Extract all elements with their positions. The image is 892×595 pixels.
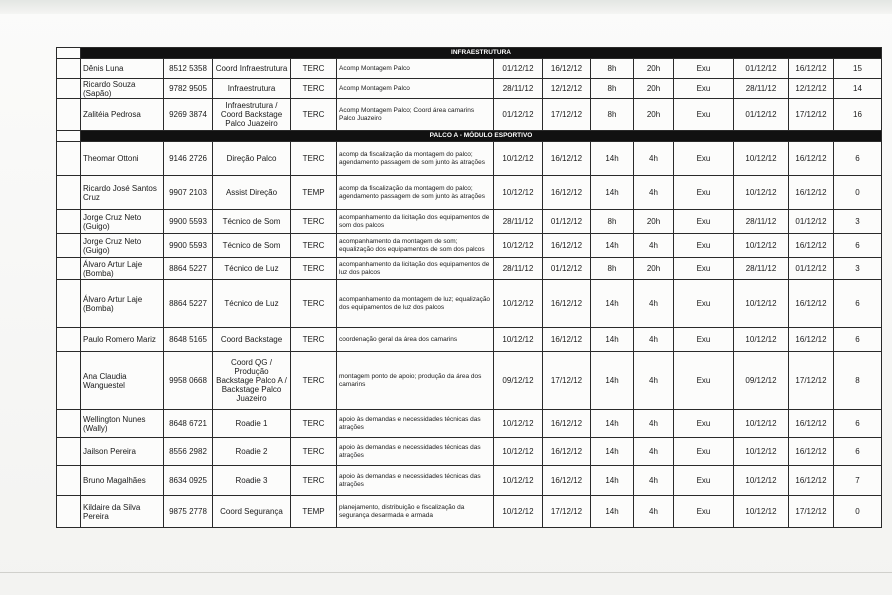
staff-name: Jorge Cruz Neto (Guigo) (81, 210, 164, 234)
row-marker-cell (57, 234, 81, 258)
role: Direção Palco (213, 142, 291, 176)
phone-number: 8512 5358 (164, 59, 213, 79)
day-count: 8 (834, 352, 882, 410)
section-gap-cell (57, 48, 81, 59)
end-date: 16/12/12 (543, 59, 591, 79)
staff-name: Jorge Cruz Neto (Guigo) (81, 234, 164, 258)
start-time: 14h (591, 496, 634, 528)
activity-description: acomp da fiscalização da montagem do palco; agendamento passagem de som junto às atrações (337, 176, 494, 210)
contract-type: TERC (291, 210, 337, 234)
end-date: 16/12/12 (543, 410, 591, 438)
start-date: 10/12/12 (494, 466, 543, 496)
phone-number: 9875 2778 (164, 496, 213, 528)
phone-number: 9146 2726 (164, 142, 213, 176)
start-date: 28/11/12 (494, 79, 543, 99)
phone-number: 9269 3874 (164, 99, 213, 131)
role: Roadie 3 (213, 466, 291, 496)
activity-description: montagem ponto de apoio; produção da área dos camarins (337, 352, 494, 410)
staff-name: Álvaro Artur Laje (Bomba) (81, 280, 164, 328)
city: Exu (674, 438, 734, 466)
row-marker-cell (57, 328, 81, 352)
end-date: 16/12/12 (543, 234, 591, 258)
period-end: 16/12/12 (789, 410, 834, 438)
end-date: 16/12/12 (543, 280, 591, 328)
start-time: 8h (591, 59, 634, 79)
row-marker-cell (57, 280, 81, 328)
period-end: 01/12/12 (789, 210, 834, 234)
row-marker-cell (57, 142, 81, 176)
table-row (57, 328, 882, 352)
period-start: 28/11/12 (734, 79, 789, 99)
city: Exu (674, 466, 734, 496)
phone-number: 9900 5593 (164, 234, 213, 258)
row-marker-cell (57, 496, 81, 528)
city: Exu (674, 99, 734, 131)
start-time: 14h (591, 466, 634, 496)
period-start: 10/12/12 (734, 176, 789, 210)
start-time: 14h (591, 328, 634, 352)
start-time: 8h (591, 258, 634, 280)
end-time: 20h (634, 59, 674, 79)
table-row (57, 496, 882, 528)
table-row (57, 99, 882, 131)
city: Exu (674, 234, 734, 258)
day-count: 7 (834, 466, 882, 496)
period-end: 17/12/12 (789, 99, 834, 131)
end-date: 01/12/12 (543, 210, 591, 234)
end-date: 17/12/12 (543, 352, 591, 410)
end-date: 01/12/12 (543, 258, 591, 280)
activity-description: acomp da fiscalização da montagem do palco; agendamento passagem de som junto às atrações (337, 142, 494, 176)
activity-description: acompanhamento da montagem de som; equalização dos equipamentos de som dos palcos (337, 234, 494, 258)
period-end: 16/12/12 (789, 234, 834, 258)
activity-description: Acomp Montagem Palco; Coord área camarins Palco Juazeiro (337, 99, 494, 131)
city: Exu (674, 176, 734, 210)
start-date: 10/12/12 (494, 234, 543, 258)
start-time: 14h (591, 280, 634, 328)
phone-number: 9900 5593 (164, 210, 213, 234)
period-start: 10/12/12 (734, 466, 789, 496)
start-date: 01/12/12 (494, 99, 543, 131)
day-count: 6 (834, 142, 882, 176)
table-body (57, 48, 882, 528)
role: Técnico de Som (213, 210, 291, 234)
staff-name: Dênis Luna (81, 59, 164, 79)
row-marker-cell (57, 59, 81, 79)
day-count: 6 (834, 234, 882, 258)
row-marker-cell (57, 466, 81, 496)
contract-type: TERC (291, 234, 337, 258)
end-date: 16/12/12 (543, 176, 591, 210)
start-date: 09/12/12 (494, 352, 543, 410)
start-time: 8h (591, 99, 634, 131)
activity-description: apoio às demandas e necessidades técnicas das atrações (337, 438, 494, 466)
role: Coord Infraestrutura (213, 59, 291, 79)
phone-number: 9907 2103 (164, 176, 213, 210)
phone-number: 9958 0668 (164, 352, 213, 410)
end-time: 20h (634, 210, 674, 234)
end-time: 20h (634, 79, 674, 99)
day-count: 6 (834, 438, 882, 466)
day-count: 0 (834, 496, 882, 528)
staff-name: Zalitéia Pedrosa (81, 99, 164, 131)
day-count: 15 (834, 59, 882, 79)
end-time: 4h (634, 496, 674, 528)
contract-type: TERC (291, 410, 337, 438)
end-time: 20h (634, 99, 674, 131)
row-marker-cell (57, 438, 81, 466)
end-time: 4h (634, 466, 674, 496)
end-time: 4h (634, 234, 674, 258)
staff-schedule-table (56, 47, 882, 528)
city: Exu (674, 142, 734, 176)
city: Exu (674, 328, 734, 352)
phone-number: 8648 6721 (164, 410, 213, 438)
activity-description: acompanhamento da licitação dos equipamentos de som dos palcos (337, 210, 494, 234)
table-row (57, 142, 882, 176)
period-end: 16/12/12 (789, 328, 834, 352)
activity-description: acompanhamento da licitação dos equipamentos de luz dos palcos (337, 258, 494, 280)
role: Técnico de Luz (213, 280, 291, 328)
row-marker-cell (57, 352, 81, 410)
section-title: PALCO A - MÓDULO ESPORTIVO (81, 131, 882, 142)
row-marker-cell (57, 258, 81, 280)
day-count: 0 (834, 176, 882, 210)
row-marker-cell (57, 410, 81, 438)
phone-number: 9782 9505 (164, 79, 213, 99)
end-date: 17/12/12 (543, 496, 591, 528)
period-start: 10/12/12 (734, 410, 789, 438)
staff-name: Álvaro Artur Laje (Bomba) (81, 258, 164, 280)
table-row (57, 210, 882, 234)
day-count: 6 (834, 280, 882, 328)
table-row (57, 438, 882, 466)
phone-number: 8556 2982 (164, 438, 213, 466)
section-header (57, 48, 882, 59)
start-time: 8h (591, 79, 634, 99)
table-row (57, 258, 882, 280)
city: Exu (674, 258, 734, 280)
row-marker-cell (57, 79, 81, 99)
city: Exu (674, 210, 734, 234)
end-date: 16/12/12 (543, 328, 591, 352)
period-start: 10/12/12 (734, 496, 789, 528)
role: Coord Backstage (213, 328, 291, 352)
period-end: 16/12/12 (789, 59, 834, 79)
activity-description: Acomp Montagem Palco (337, 59, 494, 79)
table-row (57, 410, 882, 438)
role: Técnico de Som (213, 234, 291, 258)
period-end: 12/12/12 (789, 79, 834, 99)
role: Coord Segurança (213, 496, 291, 528)
staff-name: Jailson Pereira (81, 438, 164, 466)
section-title: INFRAESTRUTURA (81, 48, 882, 59)
contract-type: TERC (291, 328, 337, 352)
contract-type: TERC (291, 99, 337, 131)
city: Exu (674, 496, 734, 528)
activity-description: Acomp Montagem Palco (337, 79, 494, 99)
role: Roadie 1 (213, 410, 291, 438)
table-row (57, 59, 882, 79)
day-count: 6 (834, 328, 882, 352)
contract-type: TEMP (291, 496, 337, 528)
period-end: 01/12/12 (789, 258, 834, 280)
phone-number: 8648 5165 (164, 328, 213, 352)
start-time: 8h (591, 210, 634, 234)
section-gap-cell (57, 131, 81, 142)
contract-type: TERC (291, 466, 337, 496)
start-date: 10/12/12 (494, 496, 543, 528)
activity-description: coordenação geral da área dos camarins (337, 328, 494, 352)
start-date: 28/11/12 (494, 210, 543, 234)
end-date: 16/12/12 (543, 466, 591, 496)
role: Assist Direção (213, 176, 291, 210)
end-time: 4h (634, 328, 674, 352)
row-marker-cell (57, 99, 81, 131)
end-time: 4h (634, 176, 674, 210)
start-date: 10/12/12 (494, 176, 543, 210)
row-marker-cell (57, 210, 81, 234)
day-count: 3 (834, 258, 882, 280)
staff-name: Theomar Ottoni (81, 142, 164, 176)
table-row (57, 352, 882, 410)
period-start: 28/11/12 (734, 210, 789, 234)
period-start: 10/12/12 (734, 438, 789, 466)
activity-description: apoio às demandas e necessidades técnicas das atrações (337, 466, 494, 496)
table-row (57, 280, 882, 328)
period-end: 17/12/12 (789, 496, 834, 528)
contract-type: TEMP (291, 176, 337, 210)
city: Exu (674, 79, 734, 99)
staff-name: Paulo Romero Mariz (81, 328, 164, 352)
period-start: 10/12/12 (734, 328, 789, 352)
period-end: 16/12/12 (789, 280, 834, 328)
start-time: 14h (591, 176, 634, 210)
start-date: 10/12/12 (494, 328, 543, 352)
section-header (57, 131, 882, 142)
phone-number: 8634 0925 (164, 466, 213, 496)
city: Exu (674, 59, 734, 79)
period-start: 01/12/12 (734, 99, 789, 131)
start-time: 14h (591, 142, 634, 176)
scan-top-edge (0, 0, 892, 14)
role: Coord QG / Produção Backstage Palco A / Backstage Palco Juazeiro (213, 352, 291, 410)
phone-number: 8864 5227 (164, 258, 213, 280)
activity-description: apoio às demandas e necessidades técnicas das atrações (337, 410, 494, 438)
period-start: 10/12/12 (734, 234, 789, 258)
end-date: 17/12/12 (543, 99, 591, 131)
table-row (57, 79, 882, 99)
activity-description: planejamento, distribuição e fiscalização da segurança desarmada e armada (337, 496, 494, 528)
role: Infraestrutura (213, 79, 291, 99)
start-date: 10/12/12 (494, 142, 543, 176)
start-time: 14h (591, 234, 634, 258)
start-time: 14h (591, 438, 634, 466)
start-time: 14h (591, 410, 634, 438)
staff-name: Wellington Nunes (Wally) (81, 410, 164, 438)
staff-name: Ricardo José Santos Cruz (81, 176, 164, 210)
end-time: 4h (634, 142, 674, 176)
end-time: 4h (634, 280, 674, 328)
day-count: 14 (834, 79, 882, 99)
staff-name: Ana Claudia Wanguestel (81, 352, 164, 410)
table-row (57, 176, 882, 210)
period-start: 28/11/12 (734, 258, 789, 280)
period-end: 16/12/12 (789, 466, 834, 496)
start-date: 28/11/12 (494, 258, 543, 280)
city: Exu (674, 410, 734, 438)
phone-number: 8864 5227 (164, 280, 213, 328)
row-marker-cell (57, 176, 81, 210)
contract-type: TERC (291, 352, 337, 410)
table-row (57, 234, 882, 258)
staff-name: Kildaire da Silva Pereira (81, 496, 164, 528)
start-time: 14h (591, 352, 634, 410)
role: Roadie 2 (213, 438, 291, 466)
end-time: 4h (634, 438, 674, 466)
role: Infraestrutura / Coord Backstage Palco Juazeiro (213, 99, 291, 131)
staff-name: Ricardo Souza (Sapão) (81, 79, 164, 99)
day-count: 6 (834, 410, 882, 438)
start-date: 10/12/12 (494, 410, 543, 438)
period-start: 01/12/12 (734, 59, 789, 79)
page-bottom-line (0, 572, 892, 573)
period-end: 16/12/12 (789, 176, 834, 210)
table-row (57, 466, 882, 496)
start-date: 10/12/12 (494, 280, 543, 328)
end-time: 4h (634, 352, 674, 410)
start-date: 10/12/12 (494, 438, 543, 466)
contract-type: TERC (291, 59, 337, 79)
day-count: 16 (834, 99, 882, 131)
end-time: 4h (634, 410, 674, 438)
staff-name: Bruno Magalhães (81, 466, 164, 496)
contract-type: TERC (291, 258, 337, 280)
start-date: 01/12/12 (494, 59, 543, 79)
period-end: 16/12/12 (789, 438, 834, 466)
period-end: 16/12/12 (789, 142, 834, 176)
end-date: 16/12/12 (543, 438, 591, 466)
period-start: 09/12/12 (734, 352, 789, 410)
day-count: 3 (834, 210, 882, 234)
activity-description: acompanhamento da montagem de luz; equalização dos equipamentos de luz dos palcos (337, 280, 494, 328)
period-end: 17/12/12 (789, 352, 834, 410)
contract-type: TERC (291, 79, 337, 99)
end-date: 16/12/12 (543, 142, 591, 176)
role: Técnico de Luz (213, 258, 291, 280)
contract-type: TERC (291, 438, 337, 466)
period-start: 10/12/12 (734, 142, 789, 176)
city: Exu (674, 280, 734, 328)
contract-type: TERC (291, 280, 337, 328)
contract-type: TERC (291, 142, 337, 176)
period-start: 10/12/12 (734, 280, 789, 328)
end-time: 20h (634, 258, 674, 280)
city: Exu (674, 352, 734, 410)
end-date: 12/12/12 (543, 79, 591, 99)
